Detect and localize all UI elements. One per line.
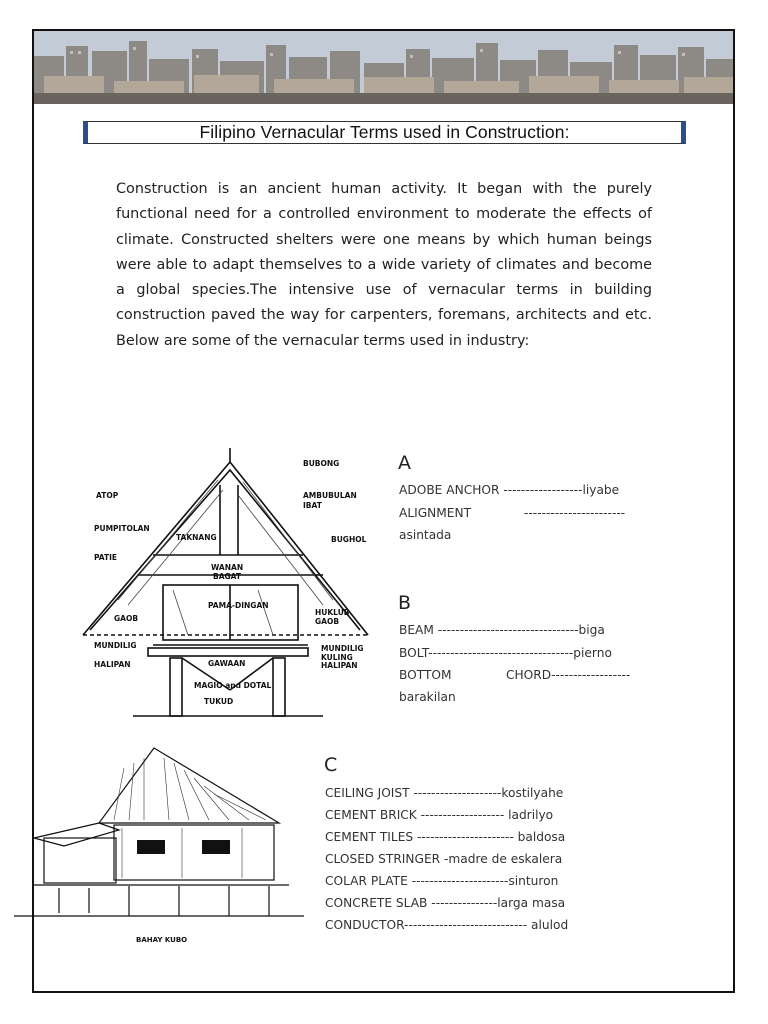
term-conductor: CONDUCTOR---------------------------- alulod	[325, 918, 569, 932]
label-bubong: BUBONG	[303, 459, 340, 468]
term-alignment-dashes: -----------------------	[524, 506, 626, 520]
bahay-kubo-drawing	[4, 728, 316, 950]
page-title: Filipino Vernacular Terms used in Construction:	[199, 122, 570, 142]
label-bagat: BAGAT	[213, 572, 242, 581]
label-bahay-kubo: BAHAY KUBO	[136, 936, 188, 944]
term-barakilan: barakilan	[399, 690, 456, 704]
term-bottom: BOTTOM	[399, 668, 452, 682]
label-bughol: BUGHOL	[331, 535, 367, 544]
intro-paragraph: Construction is an ancient human activity. It began with the purely functional need for a controlled environment to moderate the effects of climate. Constructed shelters were one means by which human beings were able to adapt themselves to a wide variety of climates and become a global species.The intensive use of vernacular terms in building construction paved the way for carpenters, foremans, architects and etc. Below are some of the vernacular terms used in industry:	[116, 181, 652, 349]
city-skyline-banner	[34, 31, 733, 104]
label-halipan-right: HALIPAN	[321, 661, 358, 670]
section-a-letter: A	[398, 452, 411, 474]
label-mundilig-left: MUNDILIG	[94, 641, 137, 650]
term-colar-plate: COLAR PLATE ----------------------sinturon	[325, 874, 559, 888]
label-ibat: IBAT	[303, 501, 322, 510]
label-gawaan: GAWAAN	[208, 659, 246, 668]
term-cement-brick: CEMENT BRICK ------------------- ladrilyo	[325, 808, 554, 822]
term-ceiling-joist: CEILING JOIST --------------------kostilyahe	[325, 786, 564, 800]
label-huklub: HUKLUB	[315, 608, 350, 617]
term-concrete-slab: CONCRETE SLAB ---------------larga masa	[325, 896, 566, 910]
term-cement-tiles: CEMENT TILES ---------------------- baldosa	[325, 830, 566, 844]
label-ambubulan: AMBUBULAN	[303, 491, 357, 500]
label-atop: ATOP	[96, 491, 119, 500]
term-alignment: ALIGNMENT	[399, 506, 472, 520]
label-gaob-right: GAOB	[315, 617, 340, 626]
term-beam: BEAM --------------------------------biga	[399, 623, 605, 637]
term-asintada: asintada	[399, 528, 452, 542]
label-pumpitolan: PUMPITOLAN	[94, 524, 150, 533]
label-mundilig-right: MUNDILIG	[321, 644, 364, 653]
label-tukud: TUKUD	[204, 697, 234, 706]
label-taknang: TAKNANG	[176, 533, 217, 542]
term-bolt: BOLT---------------------------------pierno	[399, 646, 612, 660]
house-section-drawing	[78, 440, 378, 720]
label-wanan: WANAN	[211, 563, 244, 572]
term-chord: CHORD------------------	[506, 668, 631, 682]
section-c-letter: C	[324, 754, 338, 776]
title-box	[83, 121, 686, 144]
label-magio: MAGIO and DOTAL	[194, 681, 272, 690]
label-patie: PATIE	[94, 553, 118, 562]
label-pamadingan: PAMA-DINGAN	[208, 601, 269, 610]
label-kuling: KULING	[321, 653, 353, 662]
term-closed-stringer: CLOSED STRINGER -madre de eskalera	[325, 852, 563, 866]
label-gaob-left: GAOB	[114, 614, 139, 623]
label-halipan-left: HALIPAN	[94, 660, 131, 669]
section-b-letter: B	[398, 592, 412, 614]
term-adobe-anchor: ADOBE ANCHOR ------------------liyabe	[399, 483, 620, 497]
